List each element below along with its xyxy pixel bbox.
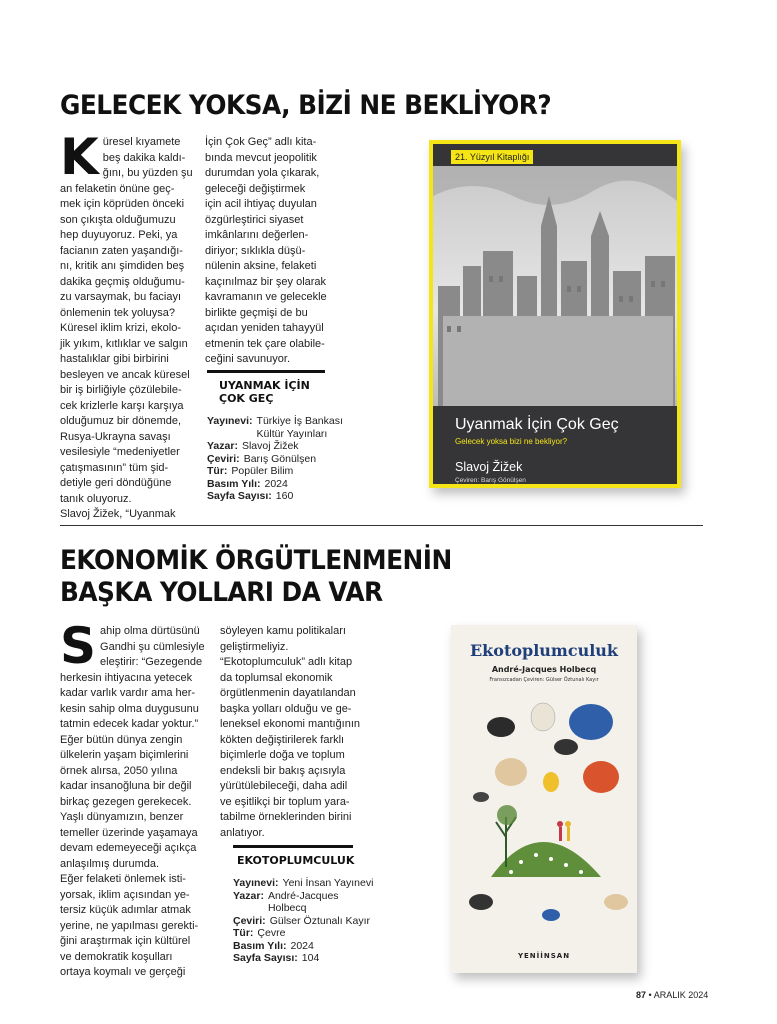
- info-row-author: Yazar: Slavoj Žižek: [207, 440, 299, 452]
- article2-infobox: [233, 845, 393, 965]
- city-photo: [433, 166, 677, 406]
- info-row-translator: Çeviri: Gülser Öztunalı Kayır: [233, 914, 371, 927]
- cover-illustration: [451, 687, 637, 937]
- infobox-rule: [207, 370, 325, 373]
- article2-headline-line1: EKONOMİK ÖRGÜTLENMENİN: [60, 545, 452, 576]
- book-author: André-Jacques Holbecq: [491, 665, 597, 674]
- infobox-title: UYANMAK İÇİN ÇOK GEÇ: [219, 379, 310, 405]
- article1-headline: GELECEK YOKSA, BİZİ NE BEKLİYOR?: [60, 90, 552, 121]
- book-translator: Fransızcadan Çeviren: Gülser Öztunalı Kayır: [489, 677, 599, 683]
- book-translator: Çeviren: Barış Gönülşen: [455, 477, 526, 484]
- book-title: Uyanmak İçin Çok Geç: [455, 416, 619, 433]
- info-row-pages: Sayfa Sayısı: 104: [233, 952, 320, 964]
- book-cover-ekotoplumculuk: [451, 625, 637, 973]
- info-row-year: Basım Yılı: 2024: [233, 939, 314, 952]
- article2-column-1: [60, 617, 210, 981]
- info-row-publisher: Yayınevi: Yeni İnsan Yayınevi: [233, 877, 374, 889]
- infobox-rule: [233, 845, 353, 848]
- book-series-label: 21. Yüzyıl Kitaplığı: [451, 150, 533, 164]
- article2-column-2-text: söyleyen kamu politikaları geliştirmeliyiz. “Ekotoplumculuk” adlı kitap da toplumsal ekonomik örgütlenmenin dayatılandan başka yolları olduğu ve ge- leneksel ekonomi mantığının kökten değiştirilerek farklı biçimlerle doğa ve toplum endeksli bir bakış açısıyla yürütülebileceği, daha adil ve eşitlikçi bir toplum yara- tabilme örneklerinden birini anlatıyor.: [220, 625, 361, 839]
- book-subtitle: Gelecek yoksa bizi ne bekliyor?: [455, 437, 568, 446]
- issue-date: ARALIK 2024: [653, 990, 709, 1000]
- info-row-author: Yazar: André-Jacques Holbecq: [233, 889, 339, 914]
- info-row-translator: Çeviri: Barış Gönülşen: [207, 452, 317, 465]
- article1-column-2-text: İçin Çok Geç” adlı kita- bında mevcut jeopolitik durumdan yola çıkarak, geleceği değiştirmek için acil ihtiyaç duyulan özgürleştirici siyaset imkânlarını değerlen- diriyor; sıklıkla düşü- nülenin aksine, felaketi kaçınılmaz bir şey olarak kavramanın ve gelecekle birlikte geçmişi de bu açıdan yeniden tahayyül etmenin tek çare olabile- ceğini savunuyor.: [205, 136, 327, 365]
- article1-column-1: [60, 128, 195, 523]
- footer-separator: •: [648, 990, 652, 1000]
- book-title: Ekotoplumculuk: [469, 641, 618, 660]
- book-author: Slavoj Žižek: [455, 460, 523, 474]
- book-cover-uyanmak: [429, 140, 681, 488]
- infobox-title: EKOTOPLUMCULUK: [237, 854, 355, 867]
- publisher-logo: YENİİNSAN: [517, 952, 571, 960]
- article2-headline-line2: BAŞKA YOLLARI DA VAR: [60, 577, 383, 608]
- article1-column-2: [205, 135, 375, 368]
- info-row-genre: Tür: Popüler Bilim: [207, 465, 294, 477]
- article2-column-1-text: ahip olma dürtüsünü Gandhi şu cümlesiyle eleştirir: “Gezegende herkesin ihtiyacına yetecek kadar varlık vardır ama her- kesin sahip olma duygusunu tatmin edecek kadar yoktur.” Eğer bütün dünya zengin ülkelerin yaşam biçimlerini örnek alırsa, 2050 yılına kadar insanoğluna bir değil birkaç gezegen gerekecek. Yaşlı dünyamızın, benzer temeller üzerinde yaşamaya devam edemeyeceği açıkça anlaşılmış durumda. Eğer felaketi önlemek isti- yorsak, iklim açısından ye- tersiz küçük adımlar atmak yerine, ne yapılması gerekti- ğini araştırmak için kültürel ve demokratik koşulları ortaya koymalı ve gerçeği: [60, 625, 205, 978]
- info-row-genre: Tür: Çevre: [233, 927, 286, 939]
- page-footer: [636, 990, 708, 1000]
- article2-column-2: [220, 624, 380, 841]
- article1-dropcap: K: [60, 128, 99, 186]
- article1-infobox: [207, 370, 377, 503]
- info-row-pages: Sayfa Sayısı: 160: [207, 490, 294, 502]
- info-row-year: Basım Yılı: 2024: [207, 477, 288, 490]
- section-divider: [60, 525, 703, 526]
- article2-dropcap: S: [60, 617, 97, 675]
- info-row-publisher: Yayınevi: Türkiye İş Bankası Kültür Yayınları: [207, 415, 343, 440]
- article1-column-1-text: üresel kıyamete beş dakika kaldı- ğını, bu yüzden şu an felaketin önüne geç- mek için köprüden önceki son çıkışta olduğumuzu hep duyuyoruz. Peki, ya facianın zaten yaşandığı- nı, kritik anı şimdiden beş dakika geçmiş olduğumu- zu varsaymak, bu faciayı önlemenin tek yoluysa? Küresel iklim krizi, ekolo- jik yıkım, kıtlıklar ve salgın hastalıklar gibi birbirini besleyen ve ancak küresel bir iş birliğiyle çözülebile- cek krizlerle karşı karşıya olduğumuz bir dönemde, Rusya-Ukrayna savaşı vesilesiyle “medeniyetler çatışmasının” tüm şid- detiyle geri döndüğüne tanık oluyoruz. Slavoj Žižek, “Uyanmak: [60, 136, 193, 520]
- page-number: 87: [636, 990, 647, 1000]
